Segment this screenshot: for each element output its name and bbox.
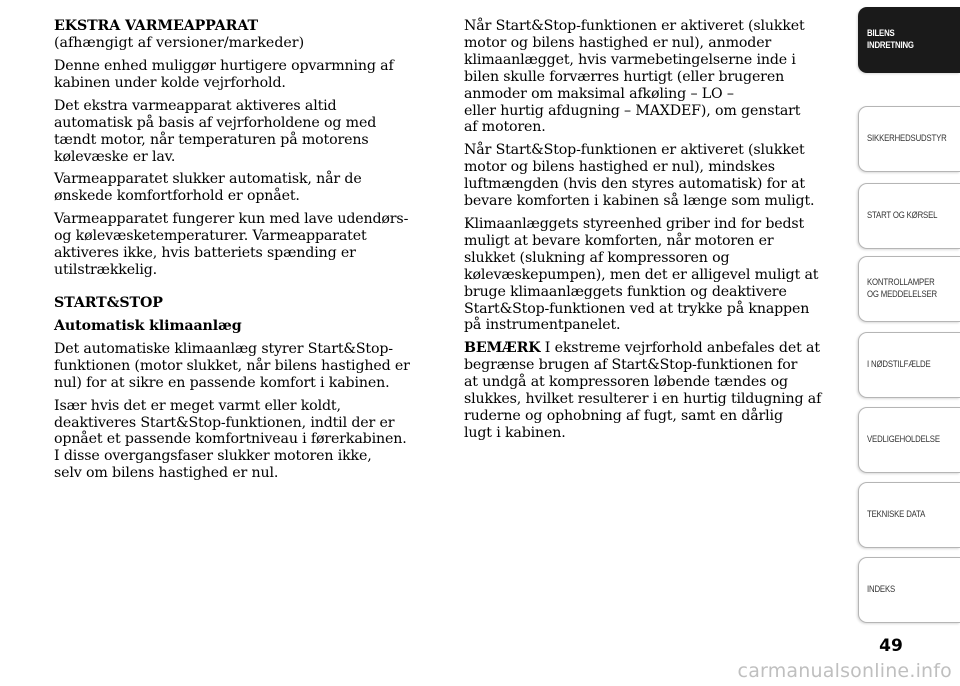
paragraph: Det automatiske klimaanlæg styrer Start&Stop- funktionen (motor slukket, når bilens hastighed er nul) for at sikre en passende komfort i kabinen. [54,340,410,391]
tab-kontrollamper[interactable] [858,256,960,322]
tab-indeks[interactable] [858,557,960,623]
paragraph: Især hvis det er meget varmt eller koldt, deaktiveres Start&Stop-funktionen, indtil der er opnået et passende komfortniveau i førerkabinen. I disse overgangsfaser slukker motoren ikke, selv om bilens hastighed er nul. [54,397,407,482]
tab-vedligeholdelse[interactable] [858,407,960,473]
tab-sikkerhedsudstyr[interactable] [858,106,960,172]
left-column [54,18,438,488]
tab-i-nodstilfaelde[interactable] [858,332,960,398]
tab-tekniske-data[interactable] [858,482,960,548]
paragraph: Det ekstra varmeapparat aktiveres altid automatisk på basis af vejrforholdene og med tændt motor, når temperaturen på motorens kølevæske er lav. [54,97,377,165]
paragraph: Når Start&Stop-funktionen er aktiveret (slukket motor og bilens hastighed er nul), anmoder klimaanlægget, hvis varmebetingelserne inde i bilen skulle forværres hurtigt (eller brugeren anmoder om maksimal afkøling – LO – eller hurtig afdugning – MAXDEF), om genstart af motoren. [464,18,805,136]
heading-auto-climate: Automatisk klimaanlæg [54,317,242,334]
tab-label: START OG KØRSEL [867,210,938,221]
chapter-tabs [858,0,960,615]
paragraph: Denne enhed muliggør hurtigere opvarmning af kabinen under kolde vejrforhold. [54,58,394,91]
tab-label: VEDLIGEHOLDELSE [867,434,940,445]
note-text: I ekstreme vejrforhold anbefales det at begrænse brugen af Start&Stop-funktionen for at undgå at kompressoren løbende tændes og slukkes, hvilket resulterer i en hurtig tildugning af ruderne og ophobning af fugt, samt en dårlig lugt i kabinen. [464,340,822,441]
tab-label: TEKNISKE DATA [867,509,926,520]
paragraph: Varmeapparatet slukker automatisk, når de ønskede komfortforhold er opnået. [54,171,362,205]
page-number: 49 [879,636,903,656]
note-label: BEMÆRK [464,340,541,357]
tab-label: KONTROLLAMPER OG MEDDELELSER [867,277,938,300]
tab-label: INDEKS [867,584,896,595]
tab-bilens-indretning[interactable] [858,7,960,73]
heading-start-stop: START&STOP [54,294,163,311]
right-column [464,18,848,448]
paragraph: Klimaanlæggets styreenhed griber ind for bedst muligt at bevare komforten, når motoren er slukket (slukning af kompressoren og kølevæskepumpen), men det er alligevel muligt at bruge klimaanlæggets funktion og deaktivere Start&Stop-funktionen ved at trykke på knappen på instrumentpanelet. [464,215,819,334]
watermark: carmanualsonline.info [737,660,952,682]
tab-start-og-korsel[interactable] [858,183,960,249]
note-paragraph [464,340,848,441]
tab-label: SIKKERHEDSUDSTYR [867,133,947,144]
tab-label: I NØDSTILFÆLDE [867,359,931,370]
paragraph: Når Start&Stop-funktionen er aktiveret (slukket motor og bilens hastighed er nul), mindskes luftmængden (hvis den styres automatisk) for at bevare komforten i kabinen så længe som muligt. [464,142,815,210]
tab-label: BILENS INDRETNING [867,28,914,51]
paragraph: Varmeapparatet fungerer kun med lave udendørs- og kølevæsketemperaturer. Varmeapparatet aktiveres ikke, hvis batteriets spænding er utilstrækkelig. [54,211,409,278]
subheading-versions: (afhængigt af versioner/markeder) [54,35,305,51]
heading-extra-heater: EKSTRA VARMEAPPARAT [54,18,258,34]
